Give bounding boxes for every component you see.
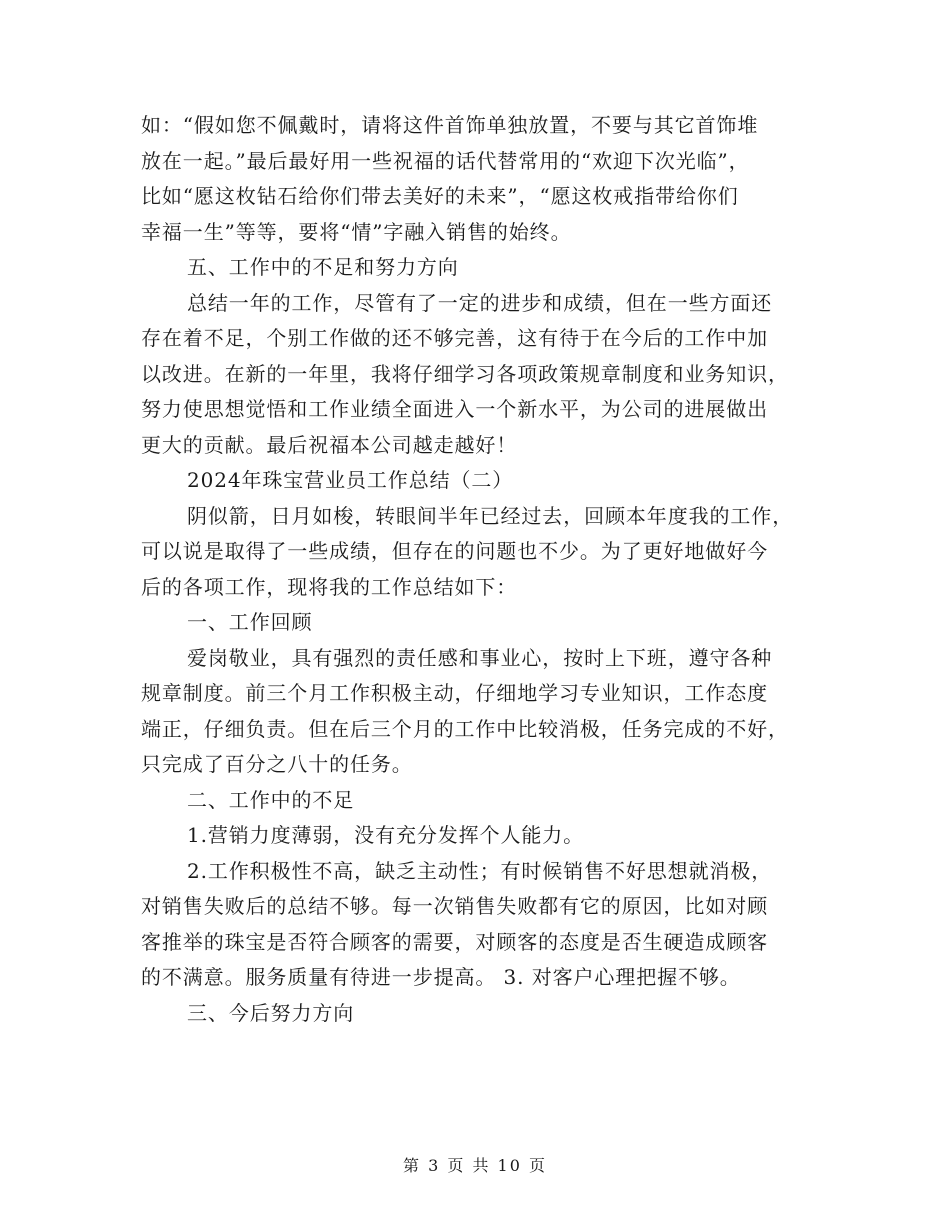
text-line: 后的各项工作，现将我的工作总结如下：	[141, 574, 518, 599]
document-body	[141, 108, 811, 1031]
text-line: 阴似箭，日月如梭，转眼间半年已经过去，回顾本年度我的工作，	[187, 503, 794, 528]
text-line: 爱岗敬业，具有强烈的责任感和事业心，按时上下班，遵守各种	[187, 645, 773, 670]
text-line: 幸福一生”等等，要将“情”字融入销售的始终。	[141, 219, 572, 244]
text-line: 可以说是取得了一些成绩，但存在的问题也不少。为了更好地做好今	[141, 539, 768, 563]
section-heading: 三、今后努力方向	[187, 1000, 355, 1025]
text-line: 总结一年的工作，尽管有了一定的进步和成绩，但在一些方面还	[187, 290, 773, 315]
text-line: 放在一起。”最后最好用一些祝福的话代替常用的“欢迎下次光临”，	[141, 148, 750, 173]
text-line: 更大的贡献。最后祝福本公司越走越好！	[141, 432, 518, 457]
text-line: 存在着不足，个别工作做的还不够完善，这有待于在今后的工作中加	[141, 326, 768, 350]
text-line: 的不满意。服务质量有待进一步提高。 3. 对客户心理把握不够。	[141, 965, 741, 989]
text-line: 规章制度。前三个月工作积极主动，仔细地学习专业知识，工作态度	[141, 681, 768, 705]
text-line: 努力使思想觉悟和工作业绩全面进入一个新水平，为公司的进展做出	[141, 397, 768, 421]
page-number: 第 3 页 共 10 页	[403, 1156, 547, 1175]
text-line: 端正，仔细负责。但在后三个月的工作中比较消极，任务完成的不好，	[141, 716, 789, 741]
text-line: 客推举的珠宝是否符合顾客的需要，对顾客的态度是否生硬造成顾客	[141, 929, 768, 954]
text-line: 如：“假如您不佩戴时，请将这件首饰单独放置，不要与其它首饰堆	[141, 113, 759, 137]
section-heading: 二、工作中的不足	[187, 787, 355, 812]
text-line: 比如“愿这枚钻石给你们带去美好的未来”，“愿这枚戒指带给你们	[141, 184, 739, 208]
document-title: 2024年珠宝营业员工作总结（二）	[187, 468, 514, 492]
list-item: 2.工作积极性不高，缺乏主动性；有时候销售不好思想就消极，	[187, 858, 773, 883]
text-line: 以改进。在新的一年里，我将仔细学习各项政策规章制度和业务知识，	[141, 361, 789, 386]
section-heading: 五、工作中的不足和努力方向	[187, 255, 459, 279]
section-heading: 一、工作回顾	[187, 610, 313, 634]
text-line: 只完成了百分之八十的任务。	[141, 752, 413, 776]
list-item: 1.营销力度薄弱，没有充分发挥个人能力。	[187, 823, 585, 847]
text-line: 对销售失败后的总结不够。每一次销售失败都有它的原因，比如对顾	[141, 894, 768, 918]
